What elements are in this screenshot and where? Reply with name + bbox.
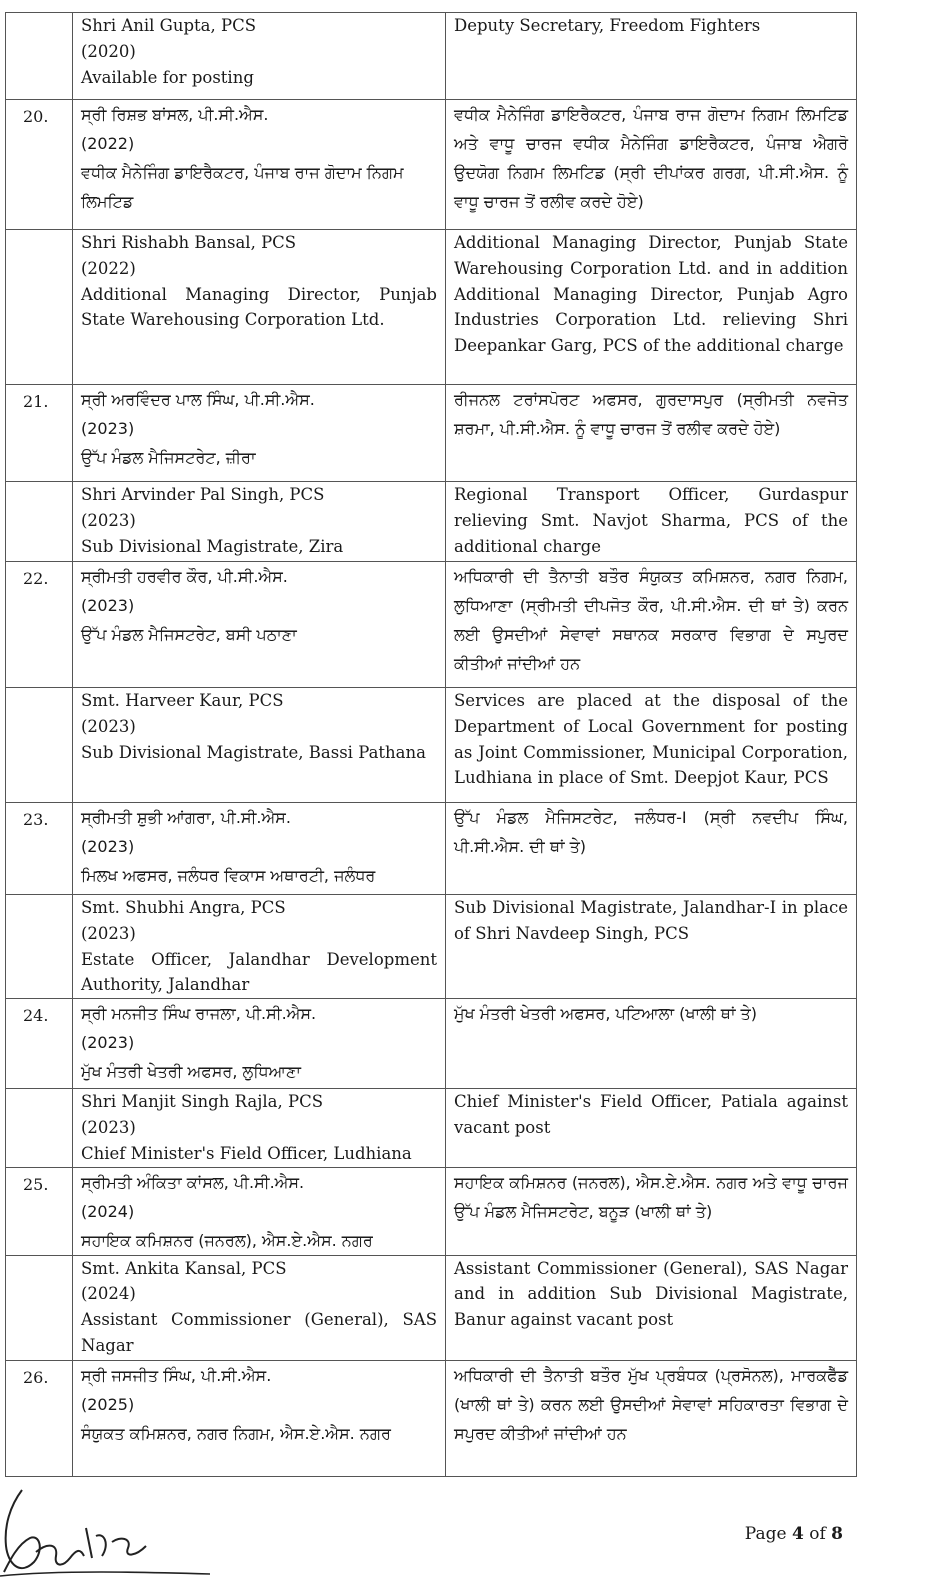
serial-number: 25. [23,1174,49,1194]
serial-number: 26. [23,1367,49,1387]
officer-line: ਸ੍ਰੀਮਤੀ ਹਰਵੀਰ ਕੌਰ, ਪੀ.ਸੀ.ਐਸ. [81,567,288,586]
officer-line: ਸ੍ਰੀਮਤੀ ਸ਼ੁਭੀ ਆਂਗਰਾ, ਪੀ.ਸੀ.ਐਸ. [81,808,291,827]
officer-line: Estate Officer, Jalandhar Development Authority, Jalandhar [81,949,437,995]
officer-cell [73,1360,446,1476]
posting-cell [446,230,857,385]
officer-line: (2020) [81,41,136,61]
officer-line: (2023) [81,716,136,736]
officer-line: (2023) [81,510,136,530]
officer-line: (2025) [81,1394,135,1414]
serial-number: 24. [23,1006,49,1026]
officer-line: ਉੱਪ ਮੰਡਲ ਮੈਜਿਸਟਰੇਟ, ਬਸੀ ਪਠਾਣਾ [81,625,297,644]
posting-cell [446,895,857,999]
officer-line: ਮਿਲਖ ਅਫਸਰ, ਜਲੰਧਰ ਵਿਕਾਸ ਅਥਾਰਟੀ, ਜਲੰਧਰ [81,866,376,885]
officer-cell [73,100,446,230]
serial-number: 23. [23,810,49,829]
officer-line: (2023) [81,837,135,856]
posting-line: Additional Managing Director, Punjab State Warehousing Corporation Ltd. and in addition Additional Managing Director, Punjab Agro Industries Corporation Ltd. relieving Shri Deepankar Garg, PCS of the additional charge [454,233,848,356]
serial-number-cell [6,482,73,562]
officer-line: Available for posting [81,67,254,87]
table-row [6,1360,857,1476]
serial-number-cell [6,1360,73,1476]
officer-line: (2023) [81,596,135,615]
posting-line: ਅਧਿਕਾਰੀ ਦੀ ਤੈਨਾਤੀ ਬਤੌਰ ਮੁੱਖ ਪ੍ਰਬੰਧਕ (ਪ੍ਰਸੋਨਲ), ਮਾਰਕਫੈੱਡ (ਖਾਲੀ ਥਾਂ ਤੇ) ਕਰਨ ਲਈ ਉਸਦੀਆਂ ਸੇਵਾਵਾਂ ਸਹਿਕਾਰਤਾ ਵਿਭਾਗ ਦੇ ਸਪੁਰਦ ਕੀਤੀਆਂ ਜਾਂਦੀਆਂ ਹਨ [454,1365,848,1443]
table-row [6,803,857,895]
serial-number-cell [6,13,73,100]
posting-cell [446,562,857,688]
posting-line: Assistant Commissioner (General), SAS Nagar and in addition Sub Divisional Magistrate, Banur against vacant post [454,1258,848,1330]
officer-line: Smt. Harveer Kaur, PCS [81,691,284,710]
posting-line: ਉੱਪ ਮੰਡਲ ਮੈਜਿਸਟਰੇਟ, ਜਲੰਧਰ-I (ਸ੍ਰੀ ਨਵਦੀਪ ਸਿੰਘ, ਪੀ.ਸੀ.ਐਸ. ਦੀ ਥਾਂ ਤੇ) [454,808,848,856]
serial-number-cell [6,230,73,385]
serial-number: 20. [23,107,49,126]
officer-line: (2023) [81,419,135,438]
officer-line: ਉੱਪ ਮੰਡਲ ਮੈਜਿਸਟਰੇਟ, ਜ਼ੀਰਾ [81,448,256,467]
officer-cell [73,688,446,803]
table-body [6,13,857,1477]
table-row [6,482,857,562]
posting-line: Services are placed at the disposal of the Department of Local Government for posting as Joint Commissioner, Municipal Corporation, Ludhiana in place of Smt. Deepjot Kaur, PCS [454,691,848,788]
officer-line: (2024) [81,1284,136,1304]
officer-cell [73,1089,446,1167]
officer-cell [73,385,446,482]
officer-cell [73,13,446,100]
officer-line: (2024) [81,1201,135,1221]
posting-cell [446,1167,857,1255]
table-row [6,895,857,999]
serial-number: 22. [23,569,49,588]
serial-number-cell [6,895,73,999]
posting-cell [446,385,857,482]
officer-cell [73,1255,446,1360]
posting-line: ਰੀਜਨਲ ਟਰਾਂਸਪੋਰਟ ਅਫਸਰ, ਗੁਰਦਾਸਪੁਰ (ਸ੍ਰੀਮਤੀ ਨਵਜੋਤ ਸ਼ਰਮਾ, ਪੀ.ਸੀ.ਐਸ. ਨੂੰ ਵਾਧੂ ਚਾਰਜ ਤੋਂ ਰਲੀਵ ਕਰਦੇ ਹੋਏ) [454,390,848,438]
serial-number-cell [6,562,73,688]
serial-number-cell [6,100,73,230]
officer-line: ਸ੍ਰੀ ਜਸਜੀਤ ਸਿੰਘ, ਪੀ.ਸੀ.ਐਸ. [81,1365,272,1385]
serial-number-cell [6,1255,73,1360]
officer-line: Sub Divisional Magistrate, Bassi Pathana [81,742,426,762]
table-row [6,999,857,1089]
posting-cell [446,1360,857,1476]
officer-line: (2022) [81,134,135,153]
officer-line: ਸ੍ਰੀ ਅਰਵਿੰਦਰ ਪਾਲ ਸਿੰਘ, ਪੀ.ਸੀ.ਐਸ. [81,390,315,409]
officer-cell [73,1167,446,1255]
serial-number-cell [6,1167,73,1255]
officer-line: Smt. Ankita Kansal, PCS [81,1258,287,1278]
officer-line: Additional Managing Director, Punjab State Warehousing Corporation Ltd. [81,284,437,330]
officer-cell [73,803,446,895]
officer-line: Chief Minister's Field Officer, Ludhiana [81,1143,412,1163]
page-number: Page 4 of 8 [744,1524,843,1544]
table-row [6,688,857,803]
signature [0,1486,220,1579]
serial-number: 21. [23,392,49,411]
serial-number-cell [6,999,73,1089]
table-row [6,385,857,482]
table-row [6,100,857,230]
posting-cell [446,1089,857,1167]
officer-line: ਸੰਯੁਕਤ ਕਮਿਸ਼ਨਰ, ਨਗਰ ਨਿਗਮ, ਐਸ.ਏ.ਐਸ. ਨਗਰ [81,1423,391,1443]
officer-line: ਸ੍ਰੀ ਰਿਸ਼ਭ ਬਾਂਸਲ, ਪੀ.ਸੀ.ਐਸ. [81,105,269,124]
table-row [6,1089,857,1167]
officer-line: ਮੁੱਖ ਮੰਤਰੀ ਖੇਤਰੀ ਅਫਸਰ, ਲੁਧਿਆਣਾ [81,1062,301,1082]
officer-cell [73,895,446,999]
officer-line: Sub Divisional Magistrate, Zira [81,536,344,556]
posting-line: ਵਧੀਕ ਮੈਨੇਜਿੰਗ ਡਾਇਰੈਕਟਰ, ਪੰਜਾਬ ਰਾਜ ਗੋਦਾਮ ਨਿਗਮ ਲਿਮਟਿਡ ਅਤੇ ਵਾਧੂ ਚਾਰਜ ਵਧੀਕ ਮੈਨੇਜਿੰਗ ਡਾਇਰੈਕਟਰ, ਪੰਜਾਬ ਐਗਰੋ ਉਦਯੋਗ ਨਿਗਮ ਲਿਮਟਿਡ (ਸ੍ਰੀ ਦੀਪਾਂਕਰ ਗਰਗ, ਪੀ.ਸੀ.ਐਸ. ਨੂੰ ਵਾਧੂ ਚਾਰਜ ਤੋਂ ਰਲੀਵ ਕਰਦੇ ਹੋਏ) [454,105,848,211]
posting-cell [446,803,857,895]
serial-number-cell [6,803,73,895]
posting-cell [446,688,857,803]
posting-line: Chief Minister's Field Officer, Patiala against vacant post [454,1092,848,1137]
officer-line: ਵਧੀਕ ਮੈਨੇਜਿੰਗ ਡਾਇਰੈਕਟਰ, ਪੰਜਾਬ ਰਾਜ ਗੋਦਾਮ ਨਿਗਮ ਲਿਮਟਿਡ [81,163,404,211]
officer-line: Assistant Commissioner (General), SAS Nagar [81,1310,437,1355]
table-row [6,1255,857,1360]
serial-number-cell [6,1089,73,1167]
officer-cell [73,562,446,688]
officer-line: (2022) [81,258,136,278]
table-row [6,562,857,688]
posting-line: Sub Divisional Magistrate, Jalandhar-I in place of Shri Navdeep Singh, PCS [454,898,848,943]
posting-line: ਮੁੱਖ ਮੰਤਰੀ ਖੇਤਰੀ ਅਫਸਰ, ਪਟਿਆਲਾ (ਖਾਲੀ ਥਾਂ ਤੇ) [454,1004,758,1024]
officer-line: (2023) [81,1033,135,1053]
table-row [6,1167,857,1255]
officer-line: (2023) [81,923,136,943]
officer-line: (2023) [81,1117,136,1137]
officer-cell [73,230,446,385]
posting-line: Deputy Secretary, Freedom Fighters [454,16,761,35]
posting-line: Regional Transport Officer, Gurdaspur relieving Smt. Navjot Sharma, PCS of the additional charge [454,485,848,556]
posting-cell [446,100,857,230]
posting-cell [446,13,857,100]
posting-cell [446,482,857,562]
officer-line: Shri Manjit Singh Rajla, PCS [81,1092,323,1112]
officer-line: Shri Anil Gupta, PCS [81,16,257,35]
officer-line: Smt. Shubhi Angra, PCS [81,898,286,917]
officer-line: Shri Rishabh Bansal, PCS [81,233,297,252]
officer-line: ਸ੍ਰੀ ਮਨਜੀਤ ਸਿੰਘ ਰਾਜਲਾ, ਪੀ.ਸੀ.ਐਸ. [81,1004,317,1024]
officer-line: Shri Arvinder Pal Singh, PCS [81,485,325,504]
posting-line: ਅਧਿਕਾਰੀ ਦੀ ਤੈਨਾਤੀ ਬਤੌਰ ਸੰਯੁਕਤ ਕਮਿਸ਼ਨਰ, ਨਗਰ ਨਿਗਮ, ਲੁਧਿਆਣਾ (ਸ੍ਰੀਮਤੀ ਦੀਪਜੋਤ ਕੌਰ, ਪੀ.ਸੀ.ਐਸ. ਦੀ ਥਾਂ ਤੇ) ਕਰਨ ਲਈ ਉਸਦੀਆਂ ਸੇਵਾਵਾਂ ਸਥਾਨਕ ਸਰਕਾਰ ਵਿਭਾਗ ਦੇ ਸਪੁਰਦ ਕੀਤੀਆਂ ਜਾਂਦੀਆਂ ਹਨ [454,567,848,673]
transfer-orders-table [5,12,857,1477]
posting-cell [446,1255,857,1360]
officer-cell [73,482,446,562]
posting-line: ਸਹਾਇਕ ਕਮਿਸ਼ਨਰ (ਜਨਰਲ), ਐਸ.ਏ.ਐਸ. ਨਗਰ ਅਤੇ ਵਾਧੂ ਚਾਰਜ ਉੱਪ ਮੰਡਲ ਮੈਜਿਸਟਰੇਟ, ਬਨੂੜ (ਖਾਲੀ ਥਾਂ ਤੇ) [454,1172,848,1221]
serial-number-cell [6,688,73,803]
officer-line: ਸਹਾਇਕ ਕਮਿਸ਼ਨਰ (ਜਨਰਲ), ਐਸ.ਏ.ਐਸ. ਨਗਰ [81,1230,373,1250]
officer-line: ਸ੍ਰੀਮਤੀ ਅੰਕਿਤਾ ਕਾਂਸਲ, ਪੀ.ਸੀ.ਐਸ. [81,1172,305,1192]
officer-cell [73,999,446,1089]
posting-cell [446,999,857,1089]
table-row [6,230,857,385]
table-row [6,13,857,100]
serial-number-cell [6,385,73,482]
